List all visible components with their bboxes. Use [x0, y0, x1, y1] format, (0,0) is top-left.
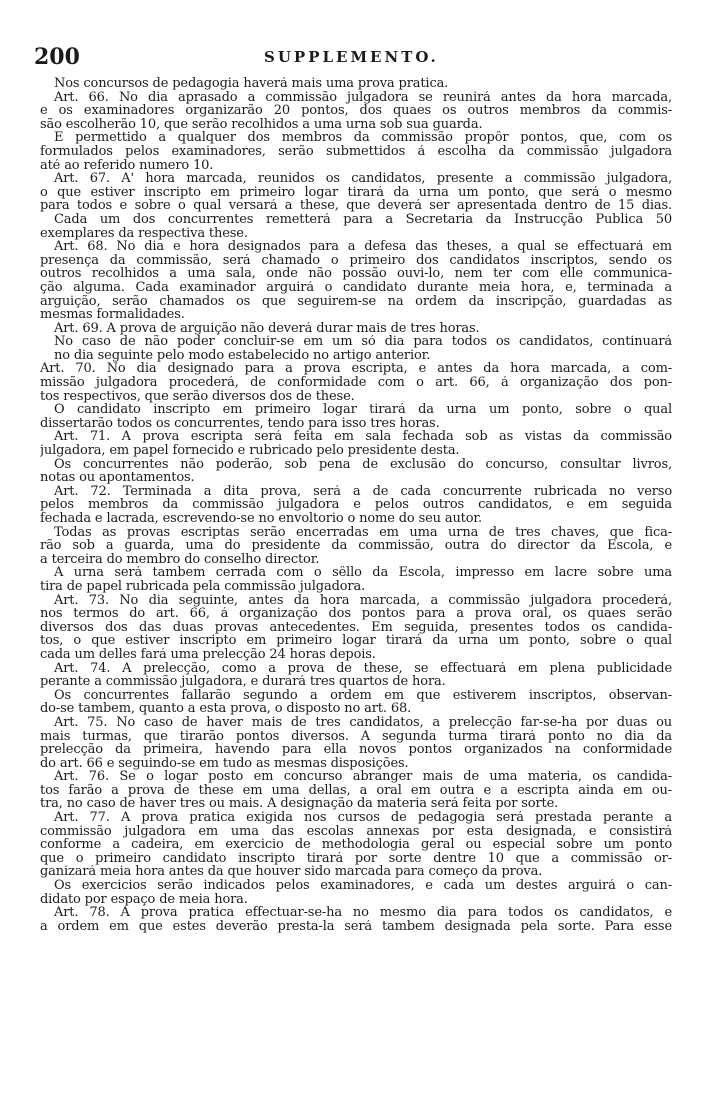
text-line: notas ou apontamentos. [40, 471, 195, 485]
text-line: são escolherão 10, que serão recolhidos a uma urna sob sua guarda. [40, 117, 483, 132]
text-line: Os concurrentes fallarão segundo a ordem em que estiverem inscriptos, observan- [54, 688, 672, 703]
text-line: ganizará meia hora antes da que houver sido marcada para começo da prova. [40, 865, 543, 880]
text-line: tos farão a prova de these em uma dellas, a oral em outra e a escripta ainda em ou- [40, 783, 672, 798]
text-line: presença da commissão, será chamado o primeiro dos candidatos inscriptos, sendo os [40, 253, 672, 268]
text-line: Art. 69. A prova de arguição não deverá durar mais de tres horas. [54, 321, 480, 336]
text-line: tos, o que estiver inscripto em primeiro logar tirará da urna um ponto, sobre o qual [40, 634, 672, 648]
text-line: no dia seguinte pelo modo estabelecido no artigo anterior. [54, 348, 431, 363]
text-line: missão julgadora procederá, de conformidade com o art. 66, á organização dos pon- [40, 376, 672, 390]
text-line: do-se tambem, quanto a esta prova, o disposto no art. 68. [40, 702, 412, 716]
page-body [40, 77, 672, 933]
text-line: Art. 66. No dia aprasado a commissão julgadora se reunirá antes da hora marcada, [54, 90, 672, 105]
text-line: tos respectivos, que serão diversos dos de these. [40, 389, 355, 404]
text-line: Art. 71. A prova escripta será feita em sala fechada sob as vistas da commissão [54, 430, 672, 445]
text-line: dissertarão todos os concurrentes, tendo para isso tres horas. [40, 416, 440, 431]
text-line: É permettido a qualquer dos membros da commissão propôr pontos, que, com os [54, 131, 672, 145]
text-line: Os exercicios serão indicados pelos examinadores, e cada um destes arguirá o can- [54, 879, 672, 893]
text-line: conforme a cadeira, em exercicio de methodologia geral ou especial sobre um ponto [40, 838, 672, 852]
text-line: prelecção da primeira, havendo para ella novos pontos organizados na conformidade [40, 743, 672, 757]
text-line: Todas as provas escriptas serão encerradas em uma urna de tres chaves, que fica- [54, 525, 672, 540]
text-line: O candidato inscripto em primeiro logar tirará da urna um ponto, sobre o qual [54, 403, 672, 417]
text-line: Art. 75. No caso de haver mais de tres candidatos, a prelecção far-se-ha por duas ou [54, 715, 672, 730]
text-line: commissão julgadora em uma das escolas annexas por esta designada, e consistirá [40, 824, 672, 839]
text-line: fechada e lacrada, escrevendo-se no envoltorio o nome do seu autor. [40, 512, 483, 526]
text-line: Art. 73. No dia seguinte, antes da hora marcada, a commissão julgadora procederá, [54, 593, 672, 608]
text-line: A urna será tambem cerrada com o sêllo da Escola, impresso em lacre sobre uma [54, 566, 672, 580]
text-line: Art. 70. No dia designado para a prova escripta, e antes da hora marcada, a com- [40, 362, 672, 377]
text-line: Art. 77. A prova pratica exigida nos cursos de pedagogia será prestada perante a [54, 811, 672, 825]
text-line: Art. 72. Terminada a dita prova, será a de cada concurrente rubricada no verso [54, 484, 672, 499]
text-line: Art. 68. No dia e hora designados para a defesa das theses, a qual se effectuará em [54, 240, 672, 254]
text-line: tra, no caso de haver tres ou mais. A designação da materia será feita por sorte. [40, 797, 559, 812]
text-line: o que estiver inscripto em primeiro logar tirará da urna um ponto, que será o mesmo [40, 185, 672, 200]
text-line: tira de papel rubricada pela commissão julgadora. [40, 579, 366, 594]
running-title: SUPPLEMENTO. [264, 48, 439, 66]
text-line: do art. 66 e seguindo-se em tudo as mesmas disposições. [40, 756, 409, 771]
text-line: Os concurrentes não poderão, sob pena de exclusão do concurso, consultar livros, [54, 457, 672, 472]
text-line: Art. 76. Se o logar posto em concurso abranger mais de uma materia, os candida- [54, 770, 672, 784]
text-line: exemplares da respectiva these. [40, 226, 248, 241]
text-line: nos termos do art. 66, á organização dos pontos para a prova oral, os quaes serão [40, 607, 672, 621]
page-header [34, 44, 674, 74]
text-line: arguição, serão chamados os que seguirem-se na ordem da inscripção, guardadas as [40, 294, 672, 309]
text-line: Nos concursos de pedagogia haverá mais uma prova pratica. [54, 77, 449, 91]
text-line: e os examinadores organizarão 20 pontos, dos quaes os outros membros da commis- [40, 104, 672, 118]
text-line: a terceira do membro do conselho director. [40, 552, 320, 567]
text-line: rão sob a guarda, uma do presidente da commissão, outra do director da Escola, e [40, 539, 672, 553]
text-line: perante a commissão julgadora, e durará tres quartos de hora. [40, 675, 446, 689]
text-line: Art. 67. A' hora marcada, reunidos os candidatos, presente a commissão julgadora, [54, 172, 672, 186]
text-line: que o primeiro candidato inscripto tirará por sorte dentre 10 que a commissão or- [40, 851, 672, 866]
text-line: diversos dos das duas provas antecedentes. Em seguida, presentes todos os candida- [40, 620, 672, 635]
page-number: 200 [34, 44, 80, 70]
text-line: mesmas formalidades. [40, 308, 185, 322]
text-line: cada um delles fará uma prelecção 24 horas depois. [40, 647, 376, 662]
text-line: didato por espaço de meia hora. [40, 892, 248, 907]
text-line: para todos e sobre o qual versará a these, que deverá ser apresentada dentro de 15 dias. [40, 199, 672, 213]
text-line: mais turmas, que tirarão pontos diversos. A segunda turma tirará ponto no dia da [40, 729, 672, 744]
text-line: formulados pelos examinadores, serão submettidos á escolha da commissão julgadora [40, 144, 672, 159]
text-line: pelos membros da commissão julgadora e pelos outros candidatos, e em seguida [40, 498, 672, 512]
text-line: outros recolhidos a uma sala, onde não possão ouvi-lo, nem ter com elle communica- [40, 267, 672, 281]
text-line: Cada um dos concurrentes remetterá para a Secretaria da Instrucção Publica 50 [54, 212, 672, 227]
text-line: julgadora, em papel fornecido e rubricado pelo presidente desta. [40, 444, 460, 458]
text-line: Art. 78. A prova pratica effectuar-se-ha no mesmo dia para todos os candidatos, e [54, 906, 672, 920]
text-line: até ao referido numero 10. [40, 158, 214, 173]
text-line: No caso de não poder concluir-se em um só dia para todos os candidatos, continuará [54, 335, 672, 349]
text-line: ção alguma. Cada examinador arguirá o candidato durante meia hora, e, terminada a [40, 280, 672, 295]
text-line: Art. 74. A prelecção, como a prova de these, se effectuará em plena publicidade [54, 661, 672, 676]
text-line: a ordem em que estes deverão presta-la será tambem designada pela sorte. Para esse [40, 919, 672, 934]
